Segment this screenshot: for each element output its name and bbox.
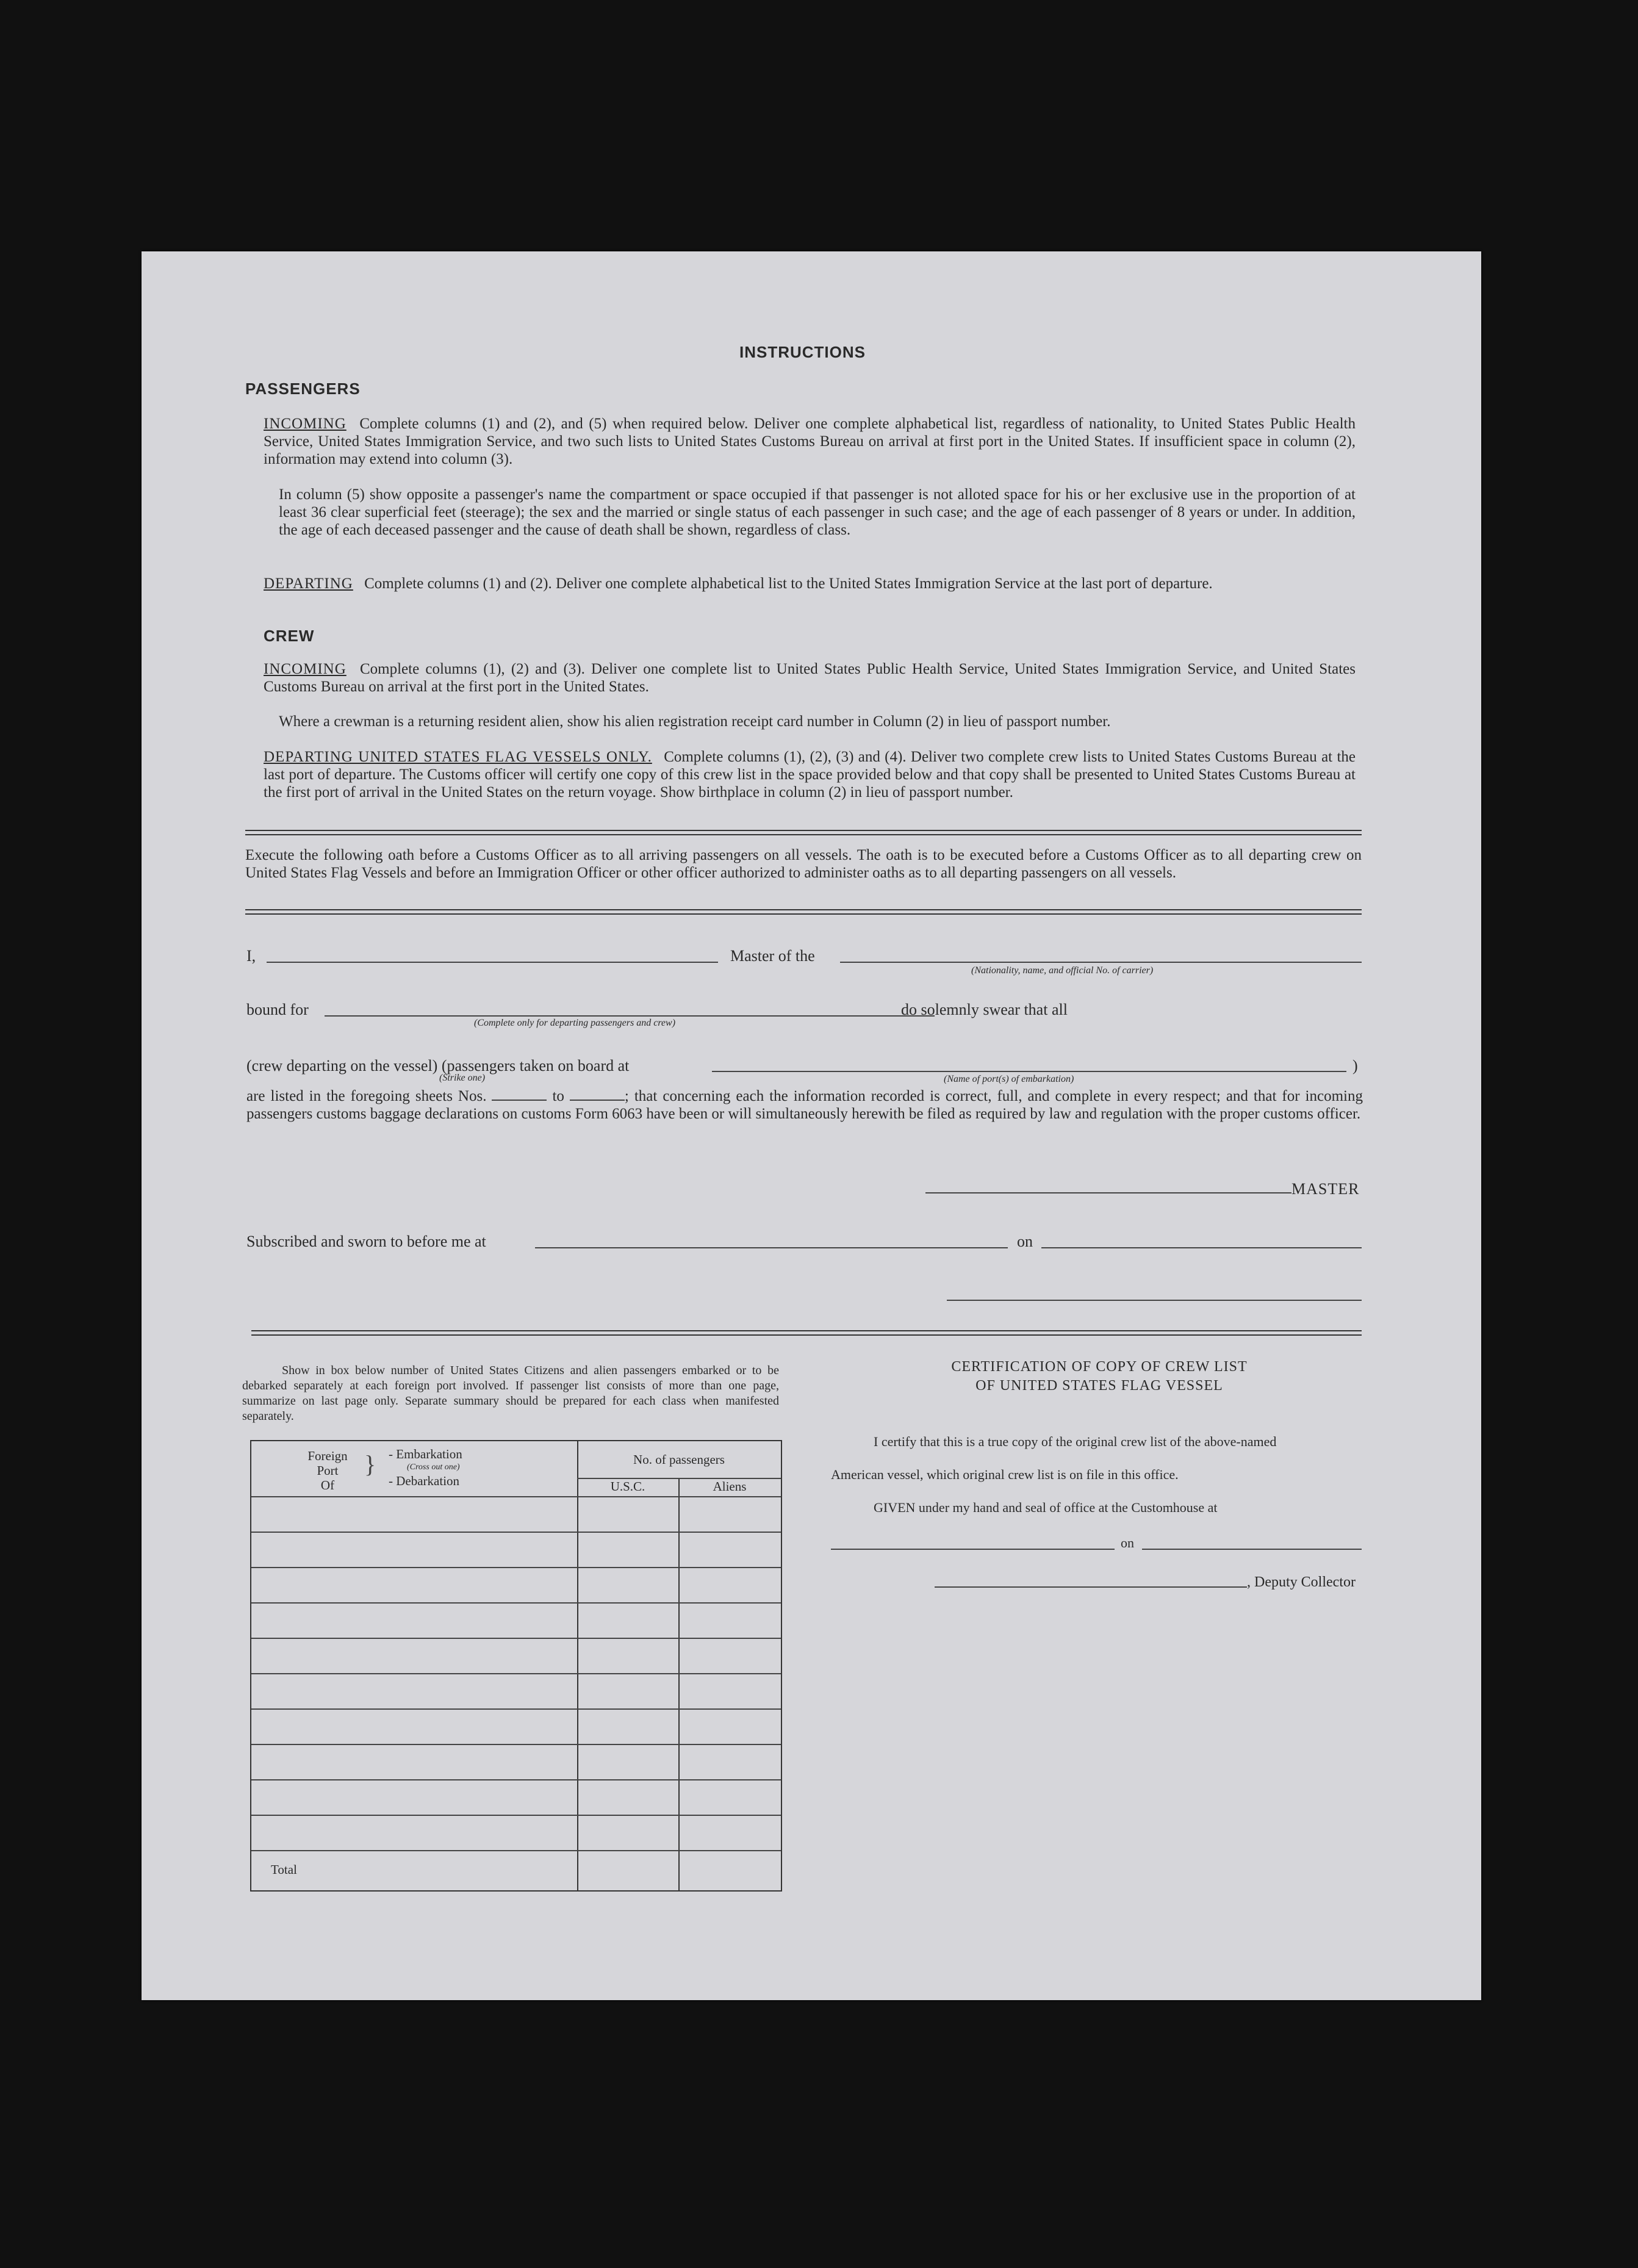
crew-incoming — [264, 660, 1356, 696]
table-row — [251, 1638, 781, 1639]
table-row — [251, 1532, 781, 1533]
section-divider — [251, 1330, 1362, 1336]
table-row — [251, 1567, 781, 1568]
certification-line-1: I certify that this is a true copy of the original crew list of the above-named — [874, 1434, 1277, 1449]
no-passengers-header: No. of passengers — [633, 1452, 725, 1467]
passengers-incoming — [264, 415, 1356, 468]
master-signature-field[interactable] — [925, 1192, 1291, 1193]
brace-icon: } — [364, 1450, 376, 1478]
deputy-signature-field[interactable] — [935, 1586, 1247, 1588]
deputy-collector-label: , Deputy Collector — [1247, 1574, 1356, 1590]
ports-note: (Name of port(s) of embarkation) — [944, 1074, 1074, 1084]
oath-listed-a: are listed in the foregoing sheets Nos. — [246, 1088, 487, 1104]
sworn-on-label: on — [1017, 1233, 1033, 1250]
bound-for-field[interactable] — [325, 1015, 935, 1017]
section-divider — [245, 909, 1362, 915]
debarkation-label: - Debarkation — [389, 1474, 460, 1488]
column-divider — [577, 1441, 578, 1890]
sheet-from-field[interactable] — [492, 1100, 547, 1101]
document-page — [142, 251, 1481, 2000]
header-divider — [251, 1496, 781, 1497]
cross-out-note: (Cross out one) — [407, 1463, 460, 1472]
certification-on: on — [1121, 1535, 1134, 1550]
oath-crew-departing: (crew departing on the vessel) (passengers taken on board at — [246, 1057, 630, 1075]
embarkation-header — [389, 1447, 462, 1488]
passenger-summary-table — [250, 1440, 782, 1892]
oath-listed-to: to — [552, 1088, 564, 1104]
certification-title-2: OF UNITED STATES FLAG VESSEL — [975, 1378, 1223, 1394]
customhouse-field[interactable] — [831, 1549, 1115, 1550]
oath-swear: do solemnly swear that all — [901, 1001, 1068, 1018]
strike-one-note: (Strike one) — [439, 1073, 486, 1083]
oath-bound-for: bound for — [246, 1001, 309, 1018]
foreign-label: Foreign — [307, 1449, 348, 1463]
embarkation-label: - Embarkation — [389, 1447, 462, 1461]
certification-date-field[interactable] — [1142, 1549, 1362, 1550]
section-divider — [245, 830, 1362, 835]
table-row — [251, 1850, 781, 1851]
table-row — [251, 1815, 781, 1816]
aliens-header: Aliens — [713, 1479, 747, 1494]
sworn-date-field[interactable] — [1041, 1247, 1362, 1248]
oath-statement — [246, 1087, 1363, 1123]
table-row — [251, 1779, 781, 1780]
bound-note: (Complete only for departing passengers and crew) — [474, 1018, 676, 1028]
certification-line-3: GIVEN under my hand and seal of office at the Customhouse at — [874, 1500, 1218, 1515]
carrier-note: (Nationality, name, and official No. of carrier) — [971, 965, 1154, 976]
crew-departing-keyword: DEPARTING UNITED STATES FLAG VESSELS ONLY. — [264, 749, 652, 765]
master-name-field[interactable] — [267, 962, 718, 963]
crew-departing — [264, 748, 1356, 801]
passengers-departing-text: Complete columns (1) and (2). Deliver one complete alphabetical list to the United States Immigration Service at the last port of departure. — [364, 575, 1213, 592]
crew-incoming-text: Complete columns (1), (2) and (3). Deliver one complete list to United States Public Health Service, United States Immigration Service, and United States Customs Bureau on arrival at the first port in the United States. — [264, 661, 1356, 695]
table-row — [251, 1708, 781, 1710]
table-row — [251, 1744, 781, 1745]
sworn-at-field[interactable] — [535, 1247, 1008, 1248]
page-title: INSTRUCTIONS — [739, 343, 866, 361]
ports-of-embarkation-field[interactable] — [712, 1071, 1346, 1072]
oath-close-paren: ) — [1352, 1057, 1358, 1075]
total-label: Total — [271, 1862, 297, 1877]
crew-heading: CREW — [264, 627, 315, 645]
of-label: Of — [320, 1478, 335, 1492]
carrier-field[interactable] — [840, 962, 1362, 963]
passengers-heading: PASSENGERS — [245, 380, 361, 398]
officer-signature-field[interactable] — [947, 1300, 1362, 1301]
passengers-column5: In column (5) show opposite a passenger's name the compartment or space occupied if that passenger is not alloted space for his or her exclusive use in the proportion of at least 36 clear superficial feet (steerage); the sex and the married or single status of each passenger in such case; and the age of each passenger of 8 years or under. In addition, the age of each deceased passenger and the cause of death shall be shown, regardless of class. — [279, 486, 1356, 538]
passengers-departing-keyword: DEPARTING — [264, 575, 353, 592]
passengers-departing — [264, 575, 1356, 592]
oath-instructions: Execute the following oath before a Customs Officer as to all arriving passengers on all vessels. The oath is to be executed before a Customs Officer as to all departing crew on United States Flag Vessels and before an Immigration Officer or other officer authorized to administer oaths as to all departing passengers on all vessels. — [245, 847, 1362, 881]
oath-master-of-the: Master of the — [730, 947, 815, 965]
table-row — [251, 1602, 781, 1604]
sheet-to-field[interactable] — [570, 1100, 625, 1101]
passengers-incoming-text: Complete columns (1) and (2), and (5) when required below. Deliver one complete alphabetical list, regardless of nationality, to United States Public Health Service, United States Immigration Service, and two such lists to United States Customs Bureau on arrival at first port in the United States. If insufficient space in column (2), information may extend into column (3). — [264, 416, 1356, 467]
subscribed-label: Subscribed and sworn to before me at — [246, 1233, 486, 1250]
port-label: Port — [317, 1463, 339, 1478]
foreign-port-header — [294, 1449, 361, 1492]
crew-departing-text: Complete columns (1), (2), (3) and (4). Deliver two complete crew lists to United States Customs Bureau at the last port of departure. The Customs officer will certify one copy of this crew list in the space provided below and that copy shall be presented to United States Customs Bureau at the first port of arrival in the United States on the return voyage. Show birthplace in column (2) in lieu of passport number. — [264, 749, 1356, 801]
usc-header: U.S.C. — [610, 1479, 645, 1494]
crew-incoming-keyword: INCOMING — [264, 661, 347, 677]
oath-listed-b: ; that concerning each the information recorded is correct, full, and complete in every respect; and that for incoming passengers customs baggage declarations on customs Form 6063 have been or will simultaneously herewith be filed as required by law and regulation with the proper customs officer. — [246, 1088, 1363, 1122]
certification-title-1: CERTIFICATION OF COPY OF CREW LIST — [951, 1359, 1248, 1375]
certification-line-2: American vessel, which original crew list is on file in this office. — [831, 1467, 1179, 1482]
summary-intro: Show in box below number of United States Citizens and alien passengers embarked or to be debarked separately at each foreign port involved. If passenger list consists of more than one page, summarize on last page only. Separate summary should be prepared for each class when manifested separately. — [242, 1364, 779, 1423]
oath-i: I, — [246, 947, 256, 965]
passengers-incoming-keyword: INCOMING — [264, 416, 347, 432]
column-divider — [678, 1478, 680, 1890]
table-row — [251, 1673, 781, 1674]
master-label: MASTER — [1291, 1180, 1360, 1198]
crew-resident-alien: Where a crewman is a returning resident alien, show his alien registration receipt card number in Column (2) in lieu of passport number. — [279, 713, 1111, 730]
